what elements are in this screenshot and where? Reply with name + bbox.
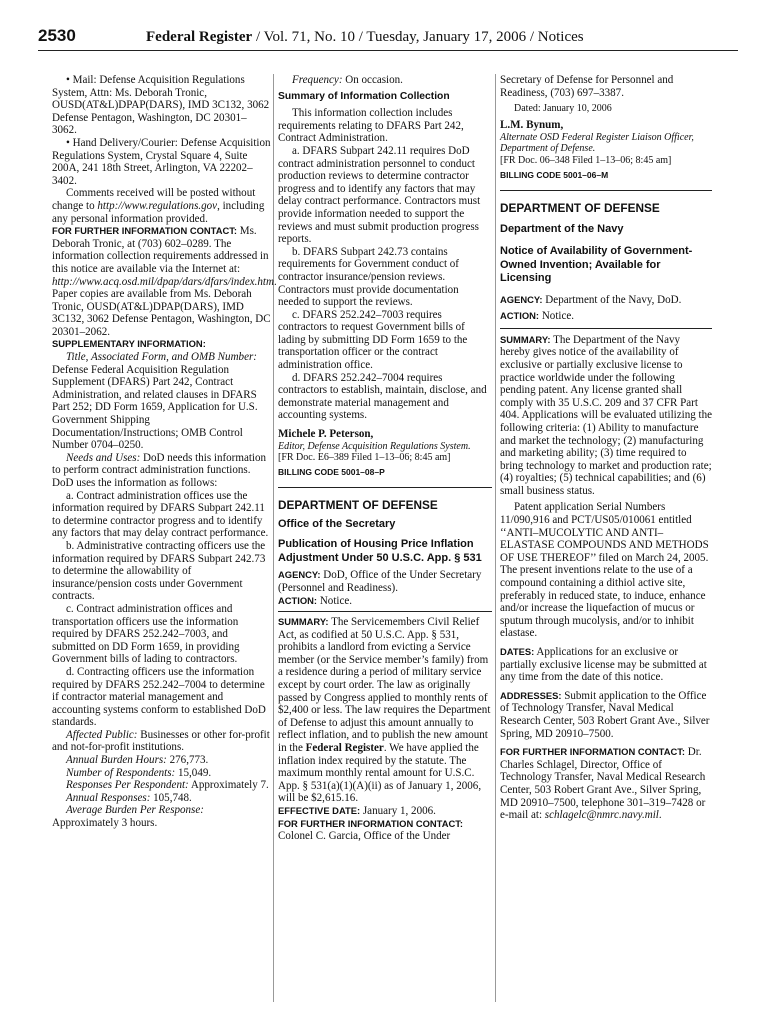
- mail-address: • Mail: Defense Acquisition Regulations System, Attn: Ms. Deborah Tronic, OUSD(AT&L)DPAP(DARS), IMD 3C132, 3062 Defense Pentagon, Washington, DC 20301–3062.: [52, 74, 270, 137]
- annual-responses: [52, 792, 271, 805]
- further-info-text-end: . Paper copies are available from Ms. Deborah Tronic, OUSD(AT&L)DPAP(DARS), IMD 3C132, 3062 Defense Pentagon, Washington, DC 20301–2062.: [52, 275, 277, 338]
- frequency: [278, 74, 492, 87]
- further-info-paragraph: [52, 225, 277, 338]
- requirement-a: a. DFARS Subpart 242.11 requires DoD contract administration personnel to conduct production reviews to determine contractor progress and to identify any factors that may delay contract performance. Contractors must provide information needed to support the reviews and must submit production progress reports.: [278, 144, 481, 246]
- notice-title: Notice of Availability of Government-Owned Invention; Available for Licensing: [500, 245, 693, 285]
- requirement-d: d. DFARS 252.242–7004 requires contractors to establish, maintain, disclose, and demonstrate material management and accounting systems.: [278, 371, 487, 422]
- use-item-b: b. Administrative contracting officers use the information required by DFARS Subpart 242.73 to determine the allowability of insurance/pension costs under Government contracts.: [52, 539, 266, 603]
- addresses-label: ADDRESSES:: [500, 689, 562, 701]
- requirement-c: c. DFARS 252.242–7003 requires contractors to request Government bills of lading by submitting DD Form 1659 to the transportation officer or the contract administration office.: [278, 308, 468, 372]
- signer-name: Michele P. Peterson,: [278, 428, 374, 441]
- requirement-b: b. DFARS Subpart 242.73 contains requirements for Government conduct of contractor insurance/pension reviews. Contractors must provide documentation needed to support the reviews.: [278, 245, 459, 309]
- burden-value: 276,773.: [166, 754, 209, 767]
- action: [278, 595, 492, 608]
- summary-text-end: . We have applied the inflation index required by the statute. The maximum monthly rental amount for U.S.C. App. § 531(a)(1)(A)(ii) as of January 1, 2006, will be $2,615.16.: [278, 742, 482, 805]
- summary-collection-heading: Summary of Information Collection: [278, 90, 450, 102]
- summary-paragraph: [278, 616, 492, 805]
- issue-info: / Vol. 71, No. 10 / Tuesday, January 17, 2006 / Notices: [252, 29, 584, 45]
- agency-text: DoD, Office of the Under Secretary (Personnel and Readiness).: [278, 569, 482, 594]
- supplementary-info-label: SUPPLEMENTARY INFORMATION:: [52, 338, 206, 350]
- ar-label: Annual Responses:: [66, 791, 151, 804]
- needs-text: DoD needs this information to perform contract administration functions. DoD uses the information as follows:: [52, 451, 267, 489]
- summary-divider: [278, 611, 492, 612]
- effective-date: [278, 805, 492, 818]
- dates-label: DATES:: [500, 646, 535, 657]
- frequency-value: On occasion.: [342, 74, 403, 86]
- action-label: ACTION:: [278, 594, 318, 606]
- use-item-d: d. Contracting officers use the information required by DFARS 252.242–7004 to determine if contractor material management and accounting systems conform to established DoD standards.: [52, 665, 266, 729]
- summary-text: The Servicemembers Civil Relief Act, as codified at 50 U.S.C. App. § 531, prohibits a landlord from evicting a Service member (or the Service member’s family) from a residence during a period of military service except by court order. The law as originally passed by Congress applied to monthly rents of $2,400 or less. The law requires the Department of Defense to adjust this amount annually to reflect inflation, and to publish the new amount in the: [278, 616, 491, 755]
- column-2: [278, 74, 492, 843]
- affected-public: [52, 729, 271, 754]
- action: [500, 310, 712, 323]
- dates-text: Applications for an exclusive or partially exclusive license may be submitted at any time from the date of this notice.: [500, 646, 707, 684]
- abpr-label: Average Burden Per Response:: [66, 804, 204, 817]
- number-of-respondents: [52, 767, 271, 780]
- further-info: [500, 746, 712, 822]
- agency-label: AGENCY:: [278, 569, 321, 581]
- affected-label: Affected Public:: [66, 728, 138, 741]
- title-label: Title, Associated Form, and OMB Number:: [66, 351, 257, 364]
- abpr-value: Approximately 3 hours.: [52, 817, 158, 830]
- navy-heading: Department of the Navy: [500, 222, 624, 235]
- dfars-link[interactable]: http://www.acq.osd.mil/dpap/dars/dfars/index.htm: [52, 275, 274, 288]
- title-text: Defense Federal Acquisition Regulation Supplement (DFARS) Part 242, Contract Administration, and related clauses in DFARS Part 252; DD Form 1659, Application for U.S. Government Shipping Documentation/Instructions; OMB Control Number 0704–0250.: [52, 363, 258, 452]
- agency-label: AGENCY:: [500, 293, 543, 305]
- notice-title: Publication of Housing Price Inflation Adjustment Under 50 U.S.C. App. § 531: [278, 538, 482, 564]
- comments-paragraph: [52, 187, 271, 225]
- page-number: 2530: [38, 26, 76, 45]
- comments-text: Comments received will be posted without change to: [52, 187, 256, 212]
- burden-label: Annual Burden Hours:: [66, 754, 167, 767]
- billing-code: BILLING CODE 5001–08–P: [278, 467, 385, 478]
- addresses: [500, 690, 712, 740]
- section-divider: [500, 190, 712, 191]
- needs-label: Needs and Uses:: [66, 451, 141, 464]
- signer-title: Alternate OSD Federal Register Liaison Officer, Department of Defense.: [500, 131, 694, 155]
- annual-burden-hours: [52, 754, 271, 767]
- further-info-label: FOR FURTHER INFORMATION CONTACT:: [500, 746, 686, 758]
- agency: [278, 569, 492, 594]
- page-header: [38, 16, 738, 51]
- summary-label: SUMMARY:: [278, 616, 329, 628]
- column-3: [500, 74, 712, 822]
- use-item-a: a. Contract administration offices use the information required by DFARS Subpart 242.11 to determine contractor progress and to identify any factors that may delay contract performance.: [52, 489, 269, 540]
- agency: [500, 294, 712, 307]
- billing-code: BILLING CODE 5001–06–M: [500, 169, 609, 180]
- respondents-value: 15,049.: [175, 766, 212, 779]
- hand-delivery-address: • Hand Delivery/Courier: Defense Acquisition Regulations System, Crystal Square 4, Suite 200A, 241 18th Street, Arlington, VA 22202–3402.: [52, 136, 271, 187]
- rpr-label: Responses Per Respondent:: [66, 779, 189, 792]
- rpr-value: Approximately 7.: [188, 779, 269, 792]
- summary-divider: [500, 328, 712, 329]
- action-text: Notice.: [539, 310, 575, 323]
- summary-paragraph: [500, 334, 712, 498]
- average-burden: [52, 804, 271, 829]
- dates: [500, 646, 712, 684]
- further-info-end: .: [658, 809, 662, 822]
- further-info-text: Ms. Deborah Tronic, at (703) 602–0289. The information collection requirements addressed in this notice are available via the Internet at:: [52, 225, 269, 275]
- collection-intro: This information collection includes requirements relating to DFARS Part 242, Contract Administration.: [278, 107, 464, 145]
- email-link[interactable]: schlagelc@nmrc.navy.mil: [544, 809, 659, 822]
- ar-value: 105,748.: [150, 791, 192, 804]
- column-divider: [273, 74, 274, 1002]
- further-info-text: Colonel C. Garcia, Office of the Under: [278, 830, 451, 843]
- further-info-label: FOR FURTHER INFORMATION CONTACT:: [52, 225, 238, 237]
- action-label: ACTION:: [500, 310, 540, 322]
- title-paragraph: [52, 351, 271, 452]
- use-item-c: c. Contract administration offices and transportation officers use the information required by DFARS 252.242–7003, and submitted on DD Form 1659, in providing Government bills of lading to contractors.: [52, 602, 240, 666]
- fr-doc: [FR Doc. E6–389 Filed 1–13–06; 8:45 am]: [278, 452, 451, 464]
- summary-text: The Department of the Navy hereby gives notice of the availability of exclusive or partially exclusive license to practice worldwide under the following pending patent. Any license granted shall comply with 35 U.S.C. 209 and 37 CFR Part 404. Applications will be evaluated utilizing the following criteria: (1) Ability to manufacture and market the technology; (2) manufacturing and marketing ability; (3) time required to bring technology to market and production rate; (4) royalties; (5) technical capabilities; and (6) small business status.: [500, 333, 712, 497]
- summary-label: SUMMARY:: [500, 333, 551, 345]
- affected-text: Businesses or other for-profit and not-for-profit institutions.: [52, 728, 270, 754]
- patent-paragraph: Patent application Serial Numbers 11/090,916 and PCT/US05/010061 entitled ‘‘ANTI–MUCOLYTIC AND ANTI–ELASTASE COMPOUNDS AND METHODS OF USE THEREOF’’ filed on March 24, 2005. The present inventions relate to the use of a compound containing a dithiol active site, preferably in reduced state, to induce, enhance and/or increase the liquefaction of mucus or sputum through mucolysis, and/or to inhibit elastase.: [500, 501, 709, 640]
- publication-name: Federal Register: [146, 29, 253, 45]
- contact-continued: Secretary of Defense for Personnel and Readiness, (703) 697–3387.: [500, 74, 674, 99]
- comments-text-end: , including any personal information provided.: [52, 199, 265, 225]
- column-divider: [495, 74, 496, 1002]
- action-text: Notice.: [317, 594, 353, 607]
- agency-text: Department of the Navy, DoD.: [542, 293, 682, 306]
- respondents-label: Number of Respondents:: [66, 766, 176, 779]
- further-info-label: FOR FURTHER INFORMATION CONTACT:: [278, 817, 464, 829]
- dated-line: Dated: January 10, 2006: [514, 103, 612, 115]
- office-heading: Office of the Secretary: [278, 517, 396, 530]
- running-head: [146, 29, 584, 46]
- fr-doc: [FR Doc. 06–348 Filed 1–13–06; 8:45 am]: [500, 155, 672, 167]
- signer-title: Editor, Defense Acquisition Regulations System.: [278, 440, 471, 452]
- department-heading: DEPARTMENT OF DEFENSE: [278, 497, 438, 512]
- addresses-text: Submit application to the Office of Technology Transfer, Naval Medical Research Center, 503 Robert Grant Ave., Silver Spring, MD 20910–7500.: [500, 689, 710, 740]
- signer-name: L.M. Bynum,: [500, 118, 564, 131]
- effective-text: January 1, 2006.: [360, 805, 436, 817]
- regulations-link[interactable]: http://www.regulations.gov: [97, 199, 218, 212]
- responses-per-respondent: [52, 779, 271, 792]
- federal-register-ref: Federal Register: [305, 742, 384, 755]
- further-info-text: Dr. Charles Schlagel, Director, Office of Technology Transfer, Naval Medical Research Center, 503 Robert Grant Ave., Silver Spring, MD 20910–7500, telephone 301–319–7428 or e-mail at:: [500, 746, 706, 822]
- section-divider: [278, 487, 492, 488]
- department-heading: DEPARTMENT OF DEFENSE: [500, 200, 660, 215]
- column-1: [52, 74, 277, 830]
- effective-label: EFFECTIVE DATE:: [278, 805, 361, 816]
- needs-paragraph: [52, 452, 271, 490]
- frequency-label: Frequency:: [292, 74, 343, 86]
